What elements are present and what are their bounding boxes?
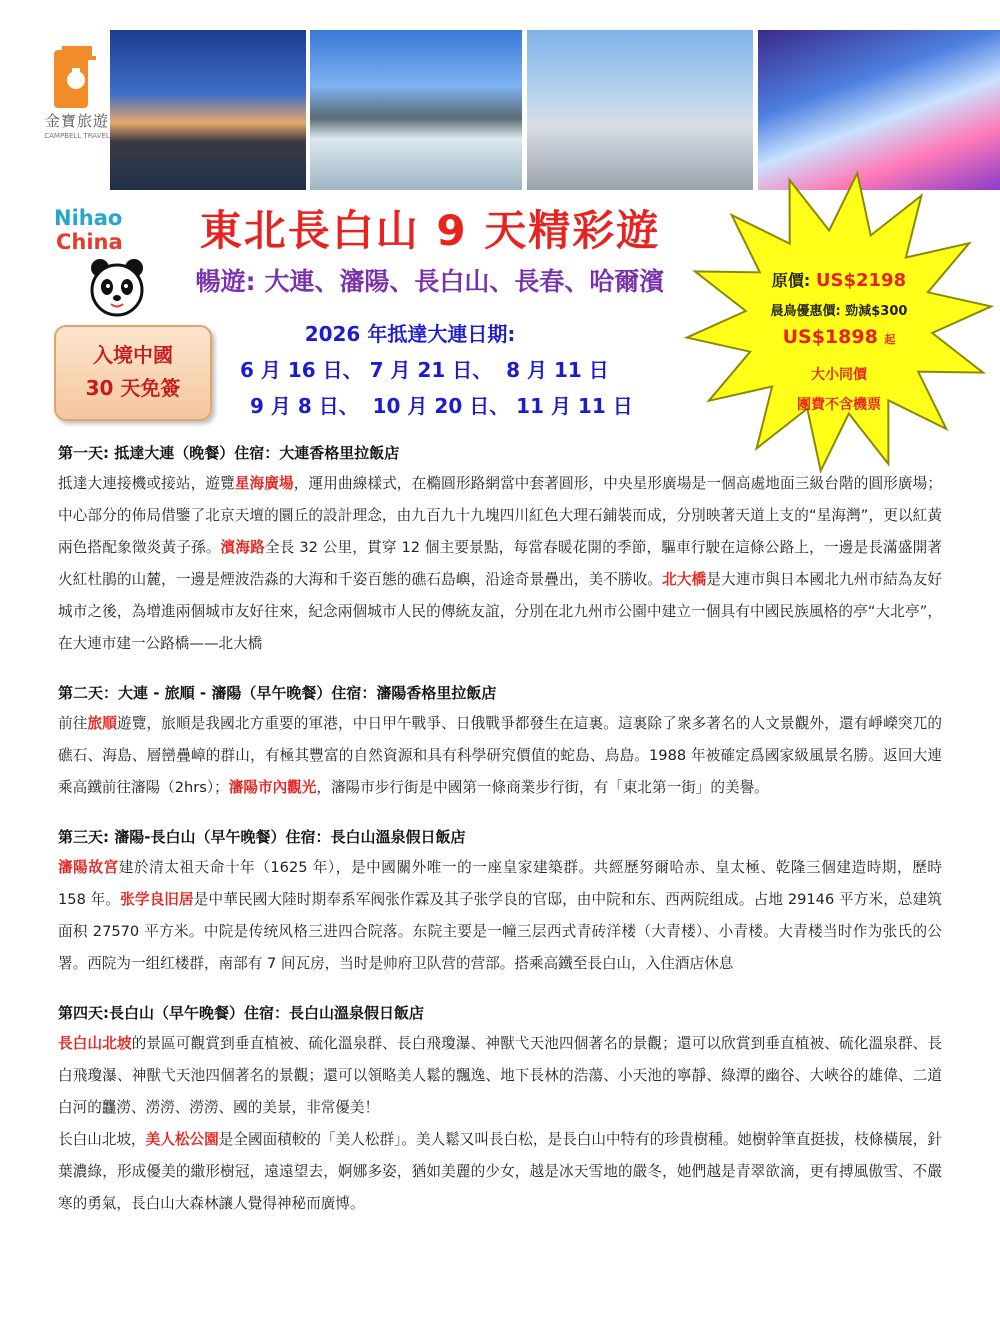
- tour-title: 東北長白山 9 天精彩遊: [199, 206, 661, 255]
- day-section-1: [58, 438, 942, 660]
- highlighted-attraction: 瀋陽市內觀光: [228, 779, 317, 796]
- photo-dalian-city: [110, 30, 306, 190]
- visa-line1: 入境中國: [93, 343, 173, 367]
- dates-row-1: 6 月 16 日、 7 月 21 日、 8 月 11 日: [240, 358, 609, 382]
- photo-changbaishan-lake: [310, 30, 522, 190]
- china-text: China: [56, 230, 123, 254]
- original-price-value: US$2198: [815, 270, 907, 291]
- photo-snowman-park: [527, 30, 753, 190]
- highlighted-attraction: 旅順: [87, 715, 117, 732]
- sale-price: [678, 326, 1000, 348]
- sale-price-value: US$1898: [782, 326, 878, 348]
- dates-heading: 2026 年抵達大連日期:: [304, 322, 516, 346]
- price-starburst: [678, 170, 1000, 474]
- nihao-china-logo: [54, 200, 154, 330]
- sale-price-suffix: 起: [884, 333, 896, 346]
- description-text: 抵達大連接機或接站，遊覽: [58, 475, 235, 492]
- visa-free-badge: [54, 325, 212, 421]
- itinerary: [58, 438, 942, 1234]
- highlighted-attraction: 濱海路: [220, 539, 265, 556]
- original-price: [678, 268, 1000, 291]
- day-description: [58, 852, 942, 980]
- day-description: [58, 468, 942, 660]
- day-heading: 第三天: 瀋陽-長白山（早午晚餐）住宿：長白山溫泉假日飯店: [58, 828, 466, 846]
- day-heading: 第四天:長白山（早午晚餐）住宿：長白山溫泉假日飯店: [58, 1004, 425, 1022]
- day-heading: 第一天: 抵達大連（晚餐）住宿：大連香格里拉飯店: [58, 444, 400, 462]
- description-text: 是大連市與日本國北九州市結為友好城市之後，為增進兩個城市友好往來，紀念兩個城市人民的傳統友誼，分別在北九州市公園中建立一個具有中國民族風格的亭“大北亭”，在大連市建一公路橋——北大橋: [58, 571, 942, 652]
- highlighted-attraction: 長白山北坡: [58, 1035, 132, 1052]
- campbell-travel-logo: [42, 46, 110, 146]
- nihao-text: Nihao: [54, 206, 123, 230]
- description-text: 长白山北坡，: [58, 1131, 146, 1148]
- description-text: 的景區可觀賞到垂直植被、硫化溫泉群、長白飛瓊瀑、神獸弋天池四個著名的景觀；還可以欣賞到垂直植被、硫化溫泉群、長白飛瓊瀑、神獸弋天池四個著名的景觀；還可以領略美人鬆的飄逸、地下長林的浩蕩、小天池的寧靜、綠潭的幽谷、大峽谷的雄偉、二道白河的龘澇、澇澇、澇澇、國的美景，非常優美！: [58, 1035, 942, 1116]
- day-description: [58, 1028, 942, 1124]
- original-price-label: 原價:: [771, 271, 811, 290]
- photo-ice-festival: [758, 30, 1000, 190]
- day-description: [58, 708, 942, 804]
- description-text: 是中華民國大陸时期奉系军阀张作霖及其子张学良的官邸，由中院和东、西两院组成。占地 29146 平方米，总建筑面积 27570 平方米。中院是传统风格三进四合院落。东院主要是一幢三层西式青砖洋楼（大青楼）、小青楼。大青楼当时作为张氏的公署。西院为一组红楼群，南部有 7 间瓦房，当时是帅府卫队营的营部。搭乘高鐵至長白山，入住酒店休息: [58, 891, 942, 972]
- day-heading: 第二天：大連 - 旅順 - 瀋陽（早午晚餐）住宿：瀋陽香格里拉飯店: [58, 684, 497, 702]
- day-section-2: [58, 678, 942, 804]
- logo-chinese-name: 金寶旅遊: [44, 112, 109, 130]
- dates-row-2: 9 月 8 日、 10 月 20 日、 11 月 11 日: [250, 394, 633, 418]
- day-section-4: [58, 998, 942, 1220]
- description-text: ，運用曲線樣式，在橢圓形路網當中套著圓形，中央星形廣場是一個高處地面三級台階的圓形廣場；中心部分的佈局借鑒了北京天壇的圜丘的設計理念，由九百九十九塊四川紅色大理石鋪裝而成，分別映著天道上支的“星海灣”，更以紅黃兩色搭配象徵炎黃子孫。: [58, 475, 942, 556]
- description-text: 前往: [58, 715, 88, 732]
- highlighted-attraction: 星海廣場: [234, 475, 294, 492]
- highlighted-attraction: 瀋陽故宮: [58, 859, 119, 876]
- highlighted-attraction: 美人松公園: [145, 1131, 219, 1148]
- description-text: 建於清太祖天命十年（1625 年），是中國關外唯一的一座皇家建築群。共經歷努爾哈赤、皇太極、乾隆三個建造時期，歷時 158 年。: [58, 859, 942, 908]
- visa-line2: 30 天免簽: [85, 376, 181, 400]
- price-note-no-airfare: 團費不含機票: [797, 397, 881, 413]
- description-text: ，瀋陽市步行街是中國第一條商業步行街，有「東北第一街」的美譽。: [316, 779, 769, 796]
- description-text: 是全國面積較的「美人松群」。美人鬆又叫長白松，是長白山中特有的珍貴樹種。她樹幹筆直挺拔，枝條橫展，針葉濃綠，形成優美的繖形樹冠，遠遠望去，婀娜多姿，猶如美麗的少女，越是冰天雪地的嚴冬，她們越是青翠欲滴，更有搏風傲雪、不嚴寒的勇氣，長白山大森林讓人覺得神秘而廣博。: [58, 1131, 942, 1212]
- starburst-icon: [678, 170, 1000, 474]
- highlighted-attraction: 北大橋: [662, 571, 707, 588]
- price-note-same-price: 大小同價: [811, 367, 867, 383]
- day-description: [58, 1124, 942, 1220]
- logo-english-name: CAMPBELL TRAVEL: [44, 132, 110, 140]
- description-text: 全長 32 公里，貫穿 12 個主要景點，每當春暖花開的季節，驅車行駛在這條公路上，一邊是長滿盛開著火紅杜鵑的山麓，一邊是煙波浩淼的大海和千姿百態的礁石島嶼，沿途奇景疊出，美不勝收。: [58, 539, 942, 588]
- highlighted-attraction: 张学良旧居: [120, 891, 194, 908]
- early-bird-discount: 晨鳥優惠價: 勁減$300: [770, 304, 908, 319]
- panda-icon: [88, 256, 146, 318]
- day-section-3: [58, 822, 942, 980]
- description-text: 遊覽，旅順是我國北方重要的軍港，中日甲午戰爭、日俄戰爭都發生在這裏。這裏除了衆多著名的人文景觀外，還有崢嶸突兀的礁石、海島、層巒疊嶂的群山，有極其豐富的自然資源和具有科學研究價值的蛇島、鳥島。1988 年被確定爲國家級風景名勝。返回大連乘高鐵前往瀋陽（2hrs）；: [58, 715, 942, 796]
- tour-subtitle: 暢遊: 大連、瀋陽、長白山、長春、哈爾濱: [195, 267, 665, 296]
- logo-mark-icon: [52, 46, 98, 112]
